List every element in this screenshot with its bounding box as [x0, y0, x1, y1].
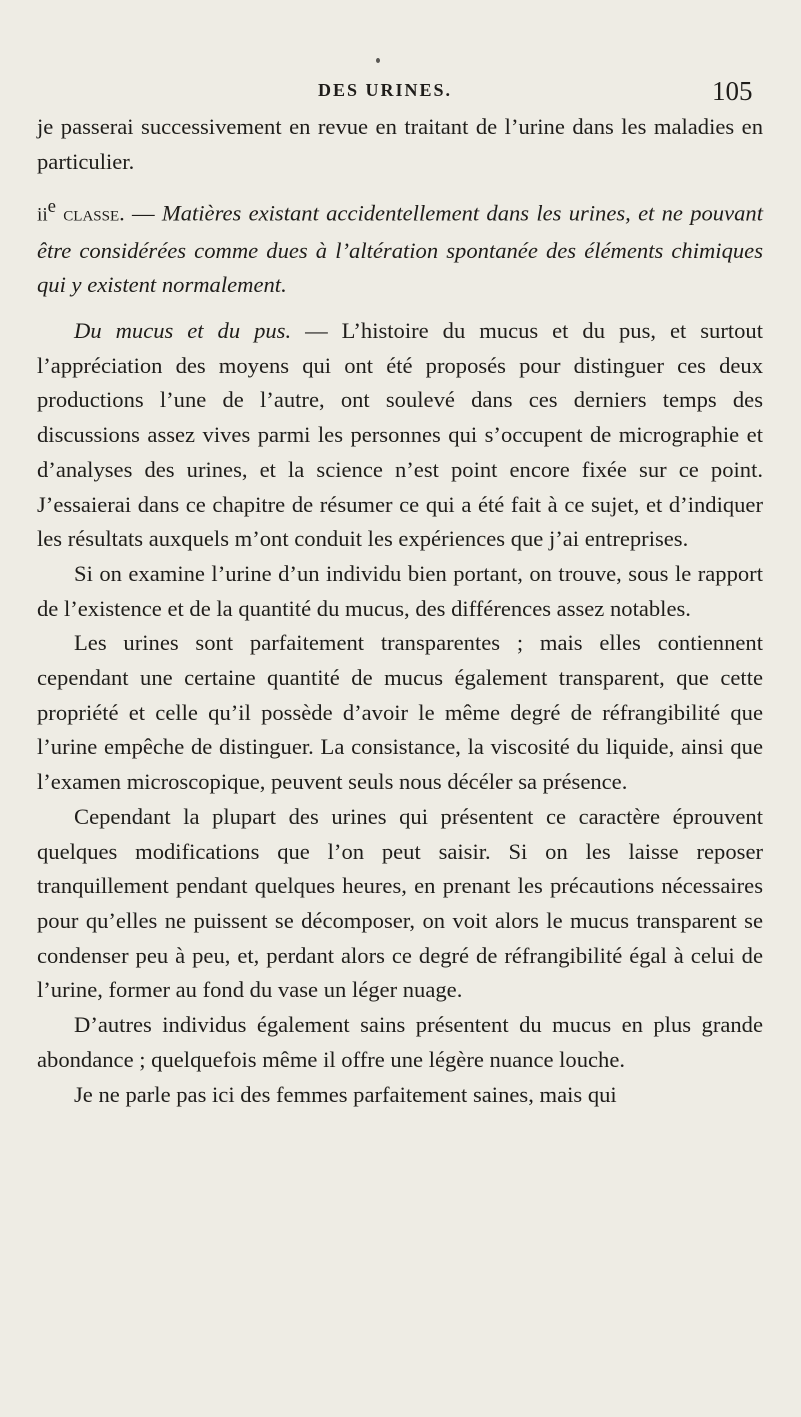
paragraph-4: Cependant la plupart des urines qui présentent ce caractère éprouvent quelques modifications que l’on peut saisir. Si on les laisse reposer tranquillement pendant quelques heures, en prenant les précautions nécessaires pour qu’elles ne puissent se décomposer, on voit alors le mucus transparent se condenser peu à peu, et, perdant alors ce degré de réfrangibilité égal à celui de l’urine, former au fond du vase un léger nuage. — [37, 803, 763, 1003]
paragraph-6: Je ne parle pas ici des femmes parfaitement saines, mais qui — [74, 1081, 617, 1107]
section-text: — L’histoire du mucus et du pus, et surtout l’appréciation des moyens qui ont été proposés pour distinguer ces deux productions l’une de l’autre, ont soulevé dans ces derniers temps des discussions assez vives parmi les personnes qui s’occupent de micrographie et d’analyses des urines, et la science n’est point encore fixée sur ce point. J’essaierai dans ce chapitre de résumer ce qui a été fait à ce sujet, et d’indiquer les résultats auxquels m’ont conduit les expériences que j’ai entreprises. — [37, 318, 763, 552]
class-label: classe — [63, 201, 120, 226]
paragraph-continuation: je passerai successivement en revue en traitant de l’urine dans les maladies en particulier. — [37, 114, 763, 174]
printing-speck — [376, 58, 380, 63]
body-text — [37, 110, 763, 1112]
class-number: ii — [37, 204, 48, 226]
paragraph-3: Les urines sont parfaitement transparentes ; mais elles contiennent cependant une certaine quantité de mucus également transparent, que cette propriété et celle qu’il possède d’avoir le même degré de réfrangibilité que l’urine empêche de distinguer. La consistance, la viscosité du liquide, ainsi que l’examen microscopique, peuvent seuls nous décéler sa présence. — [37, 630, 763, 795]
class-title: Matières existant accidentellement dans les urines, et ne pouvant être considérées comme dues à l’altération spontanée des éléments chimiques qui y existent normalement. — [37, 200, 763, 298]
running-title: DES URINES. — [318, 80, 453, 100]
class-heading — [37, 190, 763, 303]
page-number: 105 — [712, 76, 753, 106]
section-paragraph — [37, 314, 763, 557]
section-title: Du mucus et du pus. — [74, 318, 292, 344]
running-head — [0, 76, 801, 110]
class-separator: . — — [119, 200, 162, 226]
paragraph-2: Si on examine l’urine d’un individu bien portant, on trouve, sous le rapport de l’existence et de la quantité du mucus, des différences assez notables. — [37, 560, 763, 621]
paragraph-5: D’autres individus également sains présentent du mucus en plus grande abondance ; quelquefois même il offre une légère nuance louche. — [37, 1012, 763, 1072]
class-number-suffix: e — [47, 196, 57, 218]
